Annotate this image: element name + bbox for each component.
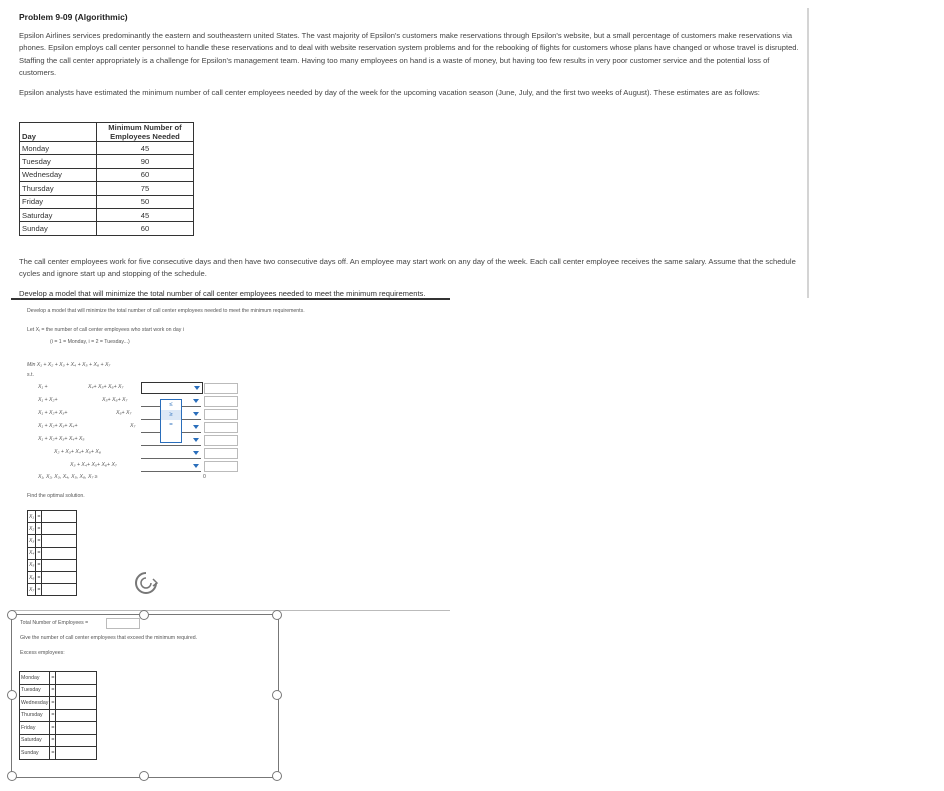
chevron-down-icon xyxy=(193,399,199,403)
solution-input-x7[interactable] xyxy=(42,584,77,596)
eq-sign: = xyxy=(50,684,56,697)
header-day: Day xyxy=(20,123,97,142)
rhs-input-2[interactable] xyxy=(204,396,238,407)
eq-sign: = xyxy=(50,672,56,685)
table-row xyxy=(28,571,77,583)
solution-input-x5[interactable] xyxy=(42,559,77,571)
var-label: X₁ xyxy=(28,511,36,523)
model-intro: Develop a model that will minimize the total number of call center employees needed to meet the minimum requirements. xyxy=(27,308,305,314)
table-row xyxy=(20,182,194,195)
constraint-left: X₂ + X₃+ X₄+ X₅+ X₆ xyxy=(54,449,101,455)
constraint-left: X₁ + xyxy=(38,384,48,390)
chevron-down-icon xyxy=(194,386,200,390)
page-divider xyxy=(807,8,809,298)
constraint-left: X₁ + X₂+ X₃+ X₄+ X₅ xyxy=(38,436,85,442)
value-cell: 60 xyxy=(97,168,194,181)
var-label: X₃ xyxy=(28,535,36,547)
table-row xyxy=(28,535,77,547)
chevron-down-icon xyxy=(193,464,199,468)
var-label: X₇ xyxy=(28,584,36,596)
day-cell: Tuesday xyxy=(20,155,97,168)
resize-handle[interactable] xyxy=(7,771,17,781)
header-min-line1: Minimum Number of xyxy=(108,123,182,132)
relation-menu[interactable] xyxy=(160,399,182,443)
eq-sign: = xyxy=(36,559,42,571)
var-label: X₅ xyxy=(28,559,36,571)
relation-dropdown-1[interactable] xyxy=(141,382,203,394)
resize-handle[interactable] xyxy=(272,610,282,620)
day-cell: Monday xyxy=(20,142,97,155)
resize-handle[interactable] xyxy=(139,771,149,781)
table-row xyxy=(28,523,77,535)
table-row xyxy=(28,559,77,571)
requirements-table xyxy=(19,122,194,236)
index-note: (i = 1 = Monday, i = 2 = Tuesday...) xyxy=(50,339,130,345)
value-cell: 90 xyxy=(97,155,194,168)
var-label: X₆ xyxy=(28,571,36,583)
header-min-line2: Employees Needed xyxy=(110,132,180,141)
table-row xyxy=(28,584,77,596)
eq-sign: = xyxy=(36,523,42,535)
day-cell: Sunday xyxy=(20,222,97,235)
solution-input-x4[interactable] xyxy=(42,547,77,559)
table-row xyxy=(28,547,77,559)
excess-input-sunday[interactable] xyxy=(56,747,97,760)
table-row xyxy=(20,697,97,710)
table-row xyxy=(20,709,97,722)
eq-sign: = xyxy=(36,511,42,523)
value-cell: 45 xyxy=(97,142,194,155)
excess-question: Give the number of call center employees that exceed the minimum required. xyxy=(20,635,198,641)
excess-day: Sunday xyxy=(20,747,50,760)
solution-table xyxy=(27,510,77,596)
rhs-input-6[interactable] xyxy=(204,448,238,459)
table-row xyxy=(20,222,194,235)
excess-day: Tuesday xyxy=(20,684,50,697)
table-row xyxy=(20,195,194,208)
subject-to-label: s.t. xyxy=(27,372,34,378)
section-divider xyxy=(11,610,450,611)
resize-handle[interactable] xyxy=(139,610,149,620)
var-label: X₂ xyxy=(28,523,36,535)
eq-sign: = xyxy=(50,709,56,722)
task-paragraph: Develop a model that will minimize the total number of call center employees needed to meet the minimum requirements. xyxy=(19,289,426,298)
eq-sign: = xyxy=(50,697,56,710)
day-cell: Wednesday xyxy=(20,168,97,181)
table-row xyxy=(20,722,97,735)
table-row xyxy=(20,672,97,685)
eq-sign: = xyxy=(50,722,56,735)
intro-paragraph: Epsilon Airlines services predominantly the eastern and southeastern united States. The vast majority of Epsilon's customers make reservations through Epsilon's website, but a small percentage of customers make reservations via phones. Epsilon employs call center personnel to handle these reservations and to deal with website reservation system problems and for the rebooking of flights for customers whose plans have changed or whose travel is disrupted. Staffing the call center appropriately is a challenge for Epsilon's management team. Having too many employees on hand is a waste of money, but having too few results in very poor customer service and the potential loss of customers. xyxy=(19,31,799,78)
menu-option-le[interactable]: ≤ xyxy=(169,402,173,408)
menu-option-ge[interactable]: ≥ xyxy=(161,410,181,420)
rhs-input-1[interactable] xyxy=(204,383,238,394)
chevron-down-icon xyxy=(193,451,199,455)
constraint-right: X₄+ X₅+ X₆+ X₇ xyxy=(88,384,124,390)
chevron-down-icon xyxy=(193,412,199,416)
day-cell: Saturday xyxy=(20,208,97,221)
value-cell: 45 xyxy=(97,208,194,221)
excess-input-friday[interactable] xyxy=(56,722,97,735)
excess-input-wednesday[interactable] xyxy=(56,697,97,710)
rotate-icon[interactable] xyxy=(133,570,159,596)
excess-day: Wednesday xyxy=(20,697,50,710)
estimates-paragraph: Epsilon analysts have estimated the minimum number of call center employees needed by day of the week for the upcoming vacation season (June, July, and the first two weeks of August). These estimates are as follows: xyxy=(19,88,760,97)
nonnegativity-constraint: X₁, X₂, X₃, X₄, X₅, X₆, X₇ ≥ xyxy=(38,474,98,480)
table-row xyxy=(20,684,97,697)
excess-input-saturday[interactable] xyxy=(56,734,97,747)
eq-sign: = xyxy=(36,535,42,547)
eq-sign: = xyxy=(50,747,56,760)
resize-handle[interactable] xyxy=(7,690,17,700)
rhs-input-5[interactable] xyxy=(204,435,238,446)
eq-sign: = xyxy=(50,734,56,747)
table-row xyxy=(20,155,194,168)
let-statement: Let Xᵢ = the number of call center employees who start work on day i xyxy=(27,327,184,333)
rhs-input-3[interactable] xyxy=(204,409,238,420)
rhs-input-4[interactable] xyxy=(204,422,238,433)
excess-input-monday[interactable] xyxy=(56,672,97,685)
day-cell: Thursday xyxy=(20,182,97,195)
objective-function: Min X₁ + X₂ + X₃ + X₄ + X₅ + X₆ + X₇ xyxy=(27,362,111,368)
rhs-input-7[interactable] xyxy=(204,461,238,472)
constraint-right: X₅+ X₆+ X₇ xyxy=(102,397,128,403)
table-row xyxy=(20,142,194,155)
find-solution-label: Find the optimal solution. xyxy=(27,493,85,499)
header-minimum xyxy=(97,123,194,142)
menu-option-eq[interactable]: = xyxy=(169,422,173,428)
constraint-left: X₃ + X₄+ X₅+ X₆+ X₇ xyxy=(70,462,117,468)
constraint-right: X₇ xyxy=(130,423,136,429)
eq-sign: = xyxy=(36,584,42,596)
relation-dropdown-7[interactable] xyxy=(141,461,201,472)
total-input[interactable] xyxy=(106,618,140,629)
excess-day: Friday xyxy=(20,722,50,735)
constraint-left: X₁ + X₂+ X₃+ X₄+ xyxy=(38,423,78,429)
table-row xyxy=(20,208,194,221)
excess-day: Saturday xyxy=(20,734,50,747)
nonnegativity-value: 0 xyxy=(203,474,206,480)
table-row xyxy=(20,168,194,181)
constraint-left: X₁ + X₂+ xyxy=(38,397,58,403)
table-row xyxy=(20,734,97,747)
chevron-down-icon xyxy=(193,425,199,429)
day-cell: Friday xyxy=(20,195,97,208)
eq-sign: = xyxy=(36,571,42,583)
solution-input-x3[interactable] xyxy=(42,535,77,547)
constraint-left: X₁ + X₂+ X₃+ xyxy=(38,410,68,416)
solution-input-x6[interactable] xyxy=(42,571,77,583)
resize-handle[interactable] xyxy=(272,771,282,781)
excess-day: Thursday xyxy=(20,709,50,722)
solution-input-x1[interactable] xyxy=(42,511,77,523)
value-cell: 75 xyxy=(97,182,194,195)
total-label: Total Number of Employees = xyxy=(20,620,89,626)
problem-title: Problem 9-09 (Algorithmic) xyxy=(19,12,128,22)
resize-handle[interactable] xyxy=(7,610,17,620)
table-row xyxy=(28,511,77,523)
value-cell: 60 xyxy=(97,222,194,235)
schedule-paragraph: The call center employees work for five consecutive days and then have two consecutive days off. An employee may start work on any day of the week. Each call center employee receives the same salary. Assume that the schedule cycles and ignore start up and stopping of the schedule. xyxy=(19,257,796,279)
chevron-down-icon xyxy=(193,438,199,442)
excess-label: Excess employees: xyxy=(20,650,65,656)
excess-input-thursday[interactable] xyxy=(56,709,97,722)
constraint-right: X₆+ X₇ xyxy=(116,410,132,416)
value-cell: 50 xyxy=(97,195,194,208)
table-row xyxy=(20,747,97,760)
var-label: X₄ xyxy=(28,547,36,559)
excess-table xyxy=(19,671,97,760)
resize-handle[interactable] xyxy=(272,690,282,700)
eq-sign: = xyxy=(36,547,42,559)
excess-input-tuesday[interactable] xyxy=(56,684,97,697)
excess-day: Monday xyxy=(20,672,50,685)
solution-input-x2[interactable] xyxy=(42,523,77,535)
relation-dropdown-6[interactable] xyxy=(141,448,201,459)
